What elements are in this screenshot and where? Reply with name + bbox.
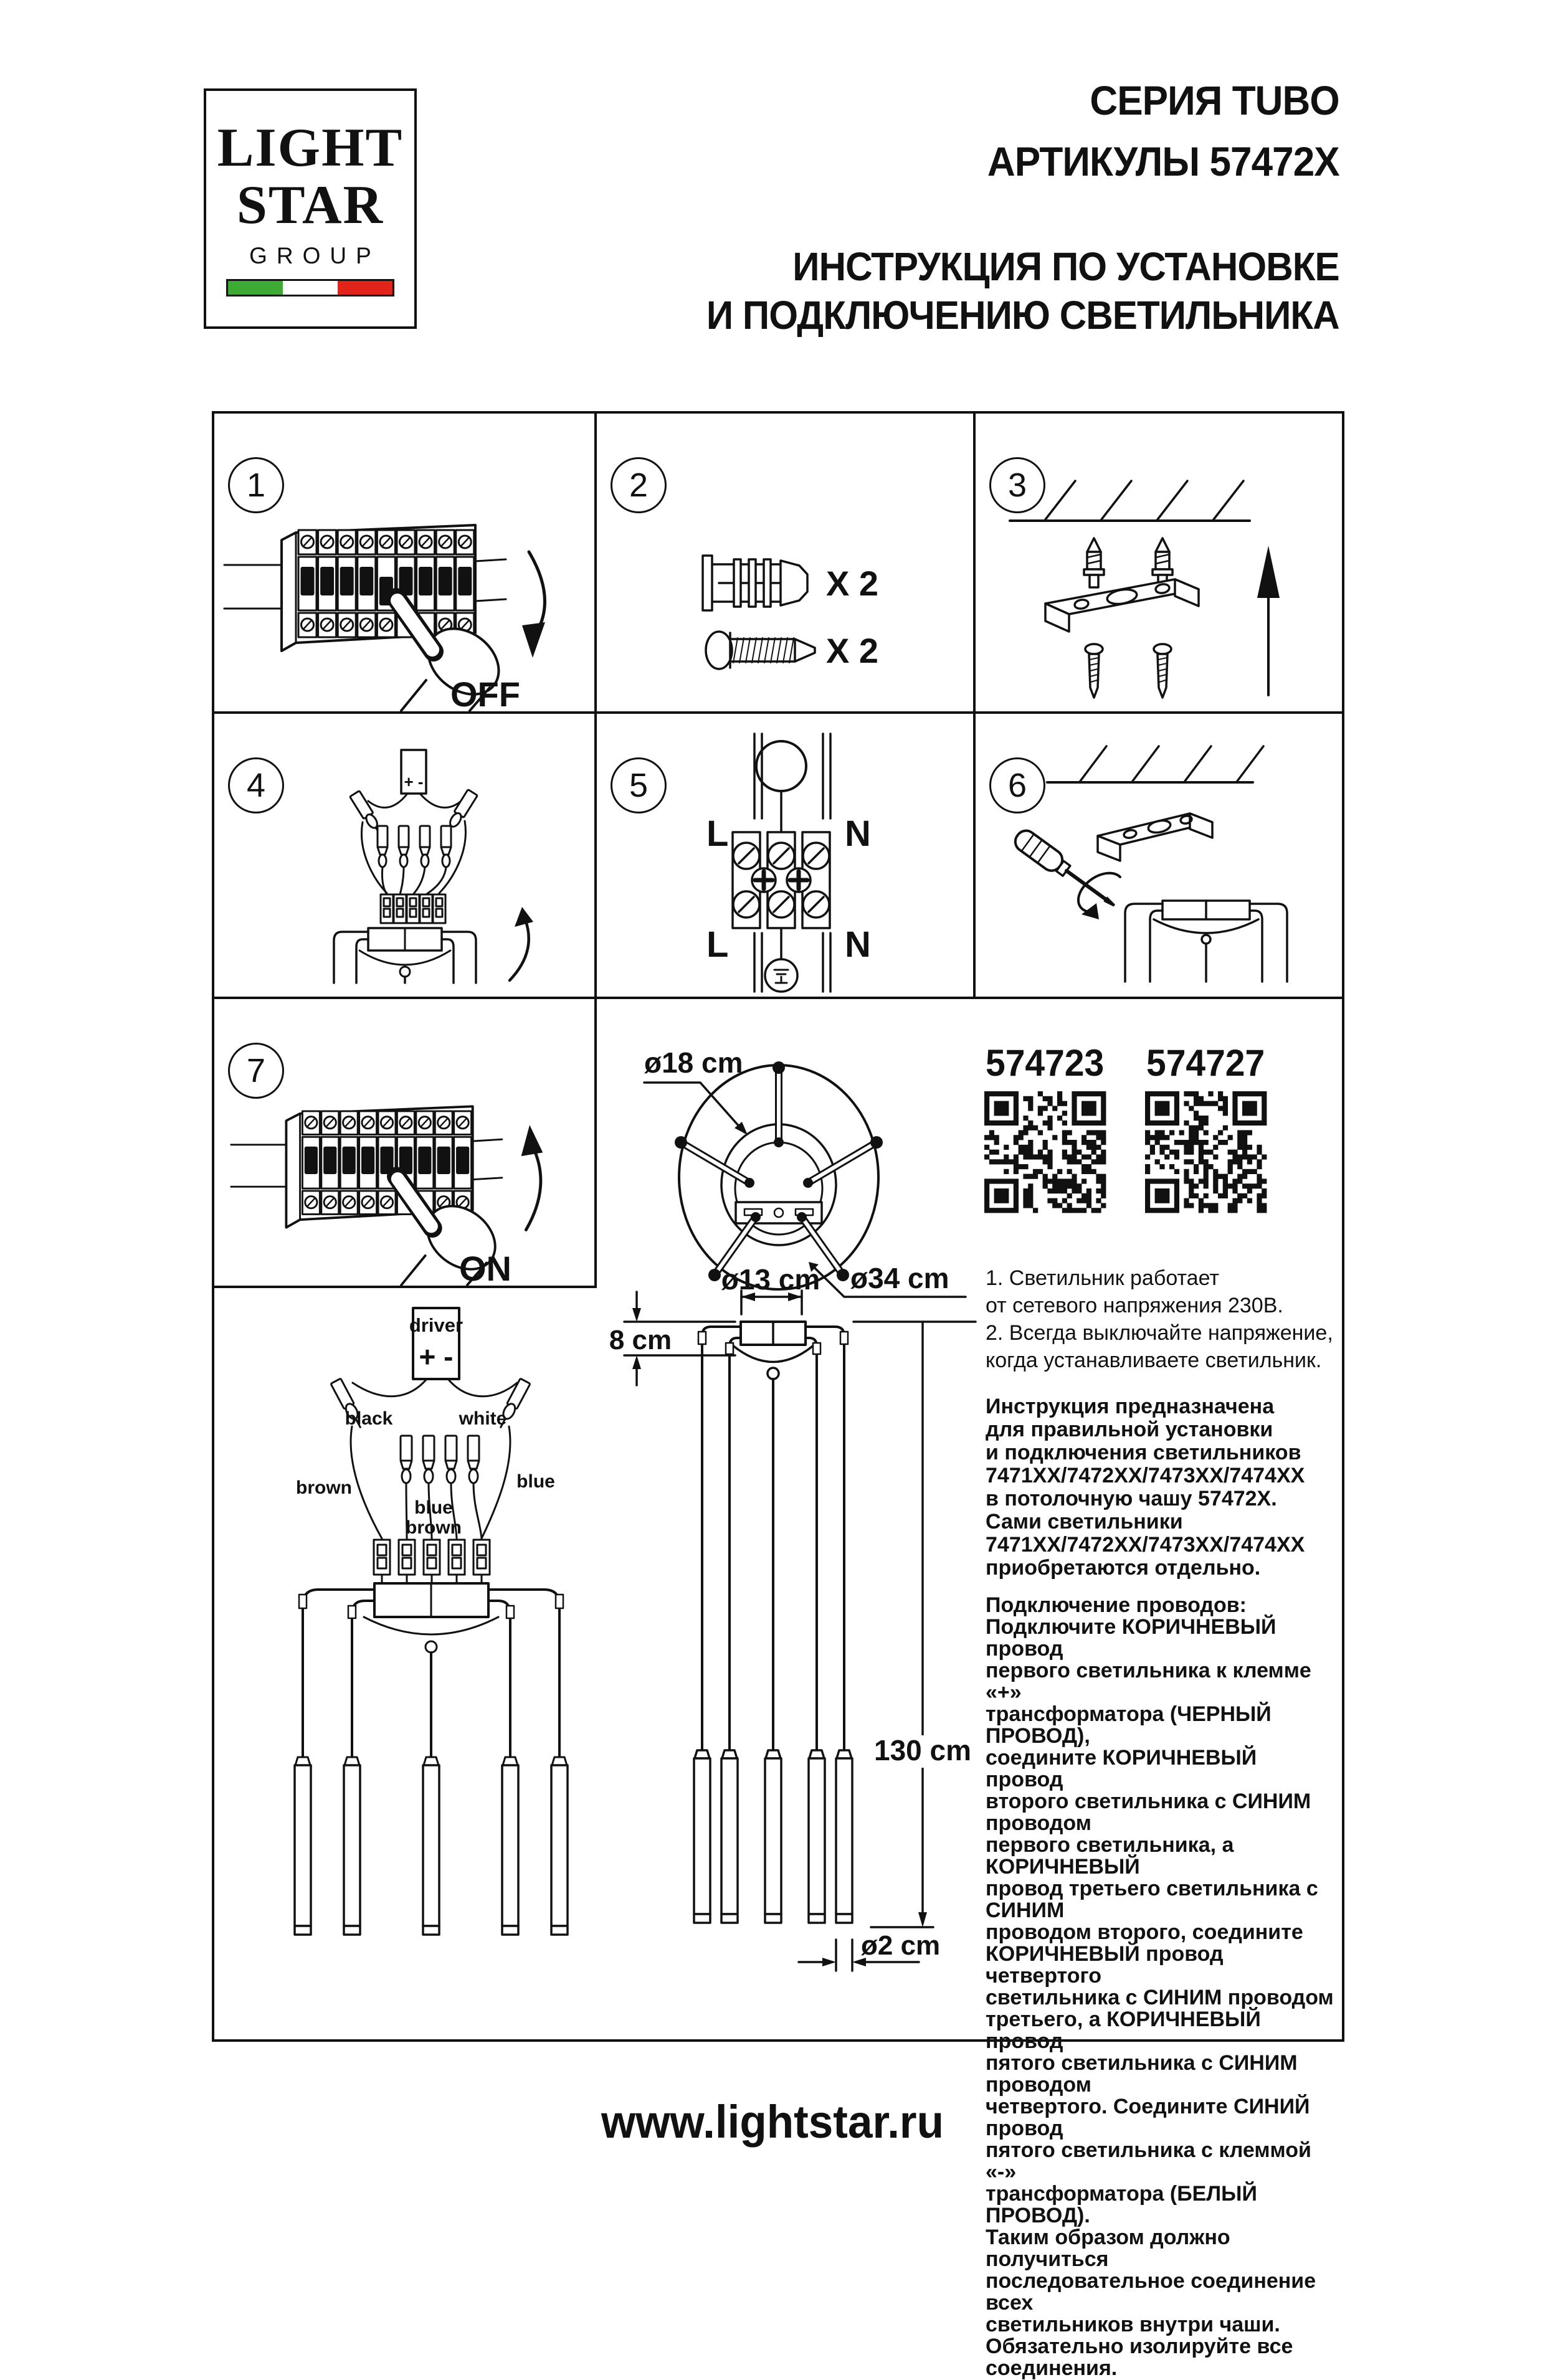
pendant-tubes xyxy=(694,1750,852,1923)
canopy-side-view xyxy=(299,1583,563,1757)
cup-diameter-label: ø13 cm xyxy=(721,1263,820,1296)
lightstar-logo xyxy=(204,88,417,329)
anchor-qty-label: X 2 xyxy=(826,564,879,603)
canopy xyxy=(1125,901,1287,982)
text-line: 2. Всегда выключайте напряжение, xyxy=(986,1321,1333,1345)
panel-3-ceiling-bracket xyxy=(976,414,1342,711)
text-line: 1. Светильник работает xyxy=(986,1266,1219,1290)
text-line: соедините КОРИЧНЕВЫЙ провод xyxy=(986,1746,1257,1791)
anchor-icon xyxy=(1084,538,1104,587)
panel-1-power-off xyxy=(214,414,594,714)
step-number: 6 xyxy=(989,757,1045,813)
step-number: 4 xyxy=(228,757,284,813)
text-line: провод третьего светильника с СИНИМ xyxy=(986,1877,1318,1922)
arrow-head xyxy=(522,622,545,658)
article-number-574727: 574727 xyxy=(1146,1042,1265,1084)
ring-diameter-label: ø18 cm xyxy=(644,1046,743,1079)
logo-word-star: STAR xyxy=(236,175,384,235)
articles-title: АРТИКУЛЫ 57472X xyxy=(987,138,1339,184)
breaker-panel-on-drawing xyxy=(214,999,594,1286)
text-line: Инструкция предназначена xyxy=(986,1395,1275,1418)
mounting-bracket-icon xyxy=(1045,579,1199,632)
drop-length-label: 130 cm xyxy=(873,1734,972,1766)
white-wire-label: white xyxy=(459,1408,507,1429)
dimension-diagram xyxy=(592,1003,978,2037)
step-number: 3 xyxy=(989,457,1045,513)
bracket-mounting-drawing xyxy=(976,414,1342,711)
pendant-tubes xyxy=(295,1757,568,1935)
neutral-label: N xyxy=(845,813,871,854)
text-line: приобретаются отдельно. xyxy=(986,1556,1261,1580)
text-line: третьего, а КОРИЧНЕВЫЙ провод xyxy=(986,2008,1261,2053)
arrow-head xyxy=(1257,546,1280,598)
wiring-instructions-text xyxy=(986,1595,1334,2379)
text-line: когда устанавливаете светильник. xyxy=(986,1349,1322,1372)
text-line: второго светильника с СИНИМ проводом xyxy=(986,1790,1311,1835)
document-titles xyxy=(706,77,1339,338)
text-line: КОРИЧНЕВЫЙ провод четвертого xyxy=(986,1942,1224,1988)
terminal-couplers xyxy=(381,894,445,923)
blue-wire-label: blue xyxy=(516,1471,555,1492)
website-link: www.lightstar.ru xyxy=(601,2096,944,2148)
series-title: СЕРИЯ TUBO xyxy=(1090,77,1339,123)
driver-connection-drawing xyxy=(214,714,594,997)
qr-code-574727 xyxy=(1145,1091,1267,1213)
tube-diameter-label: ø2 cm xyxy=(861,1930,941,1961)
line-label: L xyxy=(706,924,729,965)
instruction-title-line2: И ПОДКЛЮЧЕНИЮ СВЕТИЛЬНИКА xyxy=(706,293,1339,338)
text-line: и подключения светильников xyxy=(986,1441,1301,1464)
terminal-couplers xyxy=(374,1540,490,1583)
mounting-bracket-icon xyxy=(1098,813,1212,861)
text-line: от сетевого напряжения 230В. xyxy=(986,1294,1283,1317)
blue-wire-label-mid: blue xyxy=(414,1497,453,1518)
panel-5-terminal-block xyxy=(597,714,973,997)
article-number-574723: 574723 xyxy=(986,1042,1105,1084)
anchor-and-screw-drawing xyxy=(597,414,973,711)
arrow-up-curve xyxy=(526,1148,541,1230)
screw-icon xyxy=(1085,644,1103,698)
arrow-head xyxy=(515,907,533,927)
canopy xyxy=(334,928,476,983)
safety-notes xyxy=(986,1264,1334,1374)
text-line: последовательное соединение всех xyxy=(986,2269,1316,2315)
panel-7-power-on xyxy=(214,999,594,1286)
qr-code-574723 xyxy=(984,1091,1106,1213)
step-number: 2 xyxy=(611,457,667,513)
wall-anchor-icon xyxy=(703,556,712,610)
driver-polarity-label: + - xyxy=(404,772,424,791)
instruction-title-line1: ИНСТРУКЦИЯ ПО УСТАНОВКЕ xyxy=(792,244,1339,289)
leader-line-18 xyxy=(644,1083,744,1132)
driver-label: driver xyxy=(409,1314,463,1336)
logo-word-group: GROUP xyxy=(249,243,381,268)
brown-wire-label-mid: brown xyxy=(406,1517,462,1538)
text-line: 7471XX/7472XX/7473XX/7474XX xyxy=(986,1533,1305,1557)
logo-word-light: LIGHT xyxy=(217,118,404,178)
panel-4-driver-connection xyxy=(214,714,594,997)
screw-icon xyxy=(706,632,732,669)
ground-symbol-icon xyxy=(765,959,797,992)
canopy-side-view xyxy=(698,1322,848,1750)
text-line: светильников внутри чаши. xyxy=(986,2313,1280,2336)
text-line: пятого светильника с СИНИМ проводом xyxy=(986,2051,1298,2097)
screw-icon xyxy=(1154,644,1171,698)
text-line: трансформатора (БЕЛЫЙ ПРОВОД). xyxy=(986,2182,1257,2227)
step-number: 7 xyxy=(228,1043,284,1099)
text-line: первого светильника, а КОРИЧНЕВЫЙ xyxy=(986,1833,1234,1879)
cup-height-label: 8 cm xyxy=(609,1325,672,1355)
black-wire-label: black xyxy=(345,1408,393,1429)
terminal-block-drawing xyxy=(597,714,973,997)
screw-qty-label: X 2 xyxy=(826,631,879,670)
driver-polarity-label: + - xyxy=(419,1340,454,1373)
text-line: Сами светильники xyxy=(986,1510,1183,1534)
breaker-panel-off-drawing xyxy=(214,414,594,711)
text-line: светильника с СИНИМ проводом xyxy=(986,1986,1334,2009)
arrow-up-curve xyxy=(510,919,529,980)
text-line: четвертого. Соедините СИНИЙ провод xyxy=(986,2095,1310,2140)
text-line: в потолочную чашу 57472X. xyxy=(986,1487,1277,1510)
line-label: L xyxy=(706,813,729,854)
text-line: Обязательно изолируйте все соединения. xyxy=(986,2335,1293,2380)
wire-loop xyxy=(756,741,806,791)
logo-italian-flag xyxy=(226,279,394,296)
text-line: первого светильника к клемме «+» xyxy=(986,1659,1311,1704)
radial-arms xyxy=(675,1061,883,1281)
off-label: OFF xyxy=(450,675,520,714)
brown-wire-label: brown xyxy=(296,1477,352,1498)
arrow-head xyxy=(521,1125,543,1156)
text-line: 7471XX/7472XX/7473XX/7474XX xyxy=(986,1464,1305,1487)
wire-pins xyxy=(401,1436,479,1483)
neutral-label: N xyxy=(845,924,871,965)
step-number: 1 xyxy=(228,457,284,513)
text-line: пятого светильника с клеммой «-» xyxy=(986,2138,1311,2184)
step-number: 5 xyxy=(611,757,667,813)
panel-6-fix-canopy xyxy=(976,714,1342,997)
text-line: для правильной установки xyxy=(986,1418,1273,1441)
flag-green xyxy=(228,281,283,295)
text-line: трансформатора (ЧЕРНЫЙ ПРОВОД), xyxy=(986,1702,1272,1748)
wiring-assembly-diagram xyxy=(237,1302,611,2043)
flag-red xyxy=(338,281,392,295)
wire-pins xyxy=(378,826,451,867)
text-line: Подключение проводов: xyxy=(986,1593,1247,1617)
panel-2-hardware xyxy=(597,414,973,711)
description-text xyxy=(986,1395,1334,1580)
outer-diameter-label: ø34 cm xyxy=(850,1262,949,1294)
flag-white xyxy=(283,281,338,295)
text-line: Подключите КОРИЧНЕВЫЙ провод xyxy=(986,1615,1276,1661)
screwdriver-mounting-drawing xyxy=(976,714,1342,997)
on-label: ON xyxy=(459,1249,511,1288)
arrow-down-curve xyxy=(529,552,544,633)
text-line: проводом второго, соедините xyxy=(986,1920,1303,1944)
text-line: Таким образом должно получиться xyxy=(986,2226,1230,2271)
